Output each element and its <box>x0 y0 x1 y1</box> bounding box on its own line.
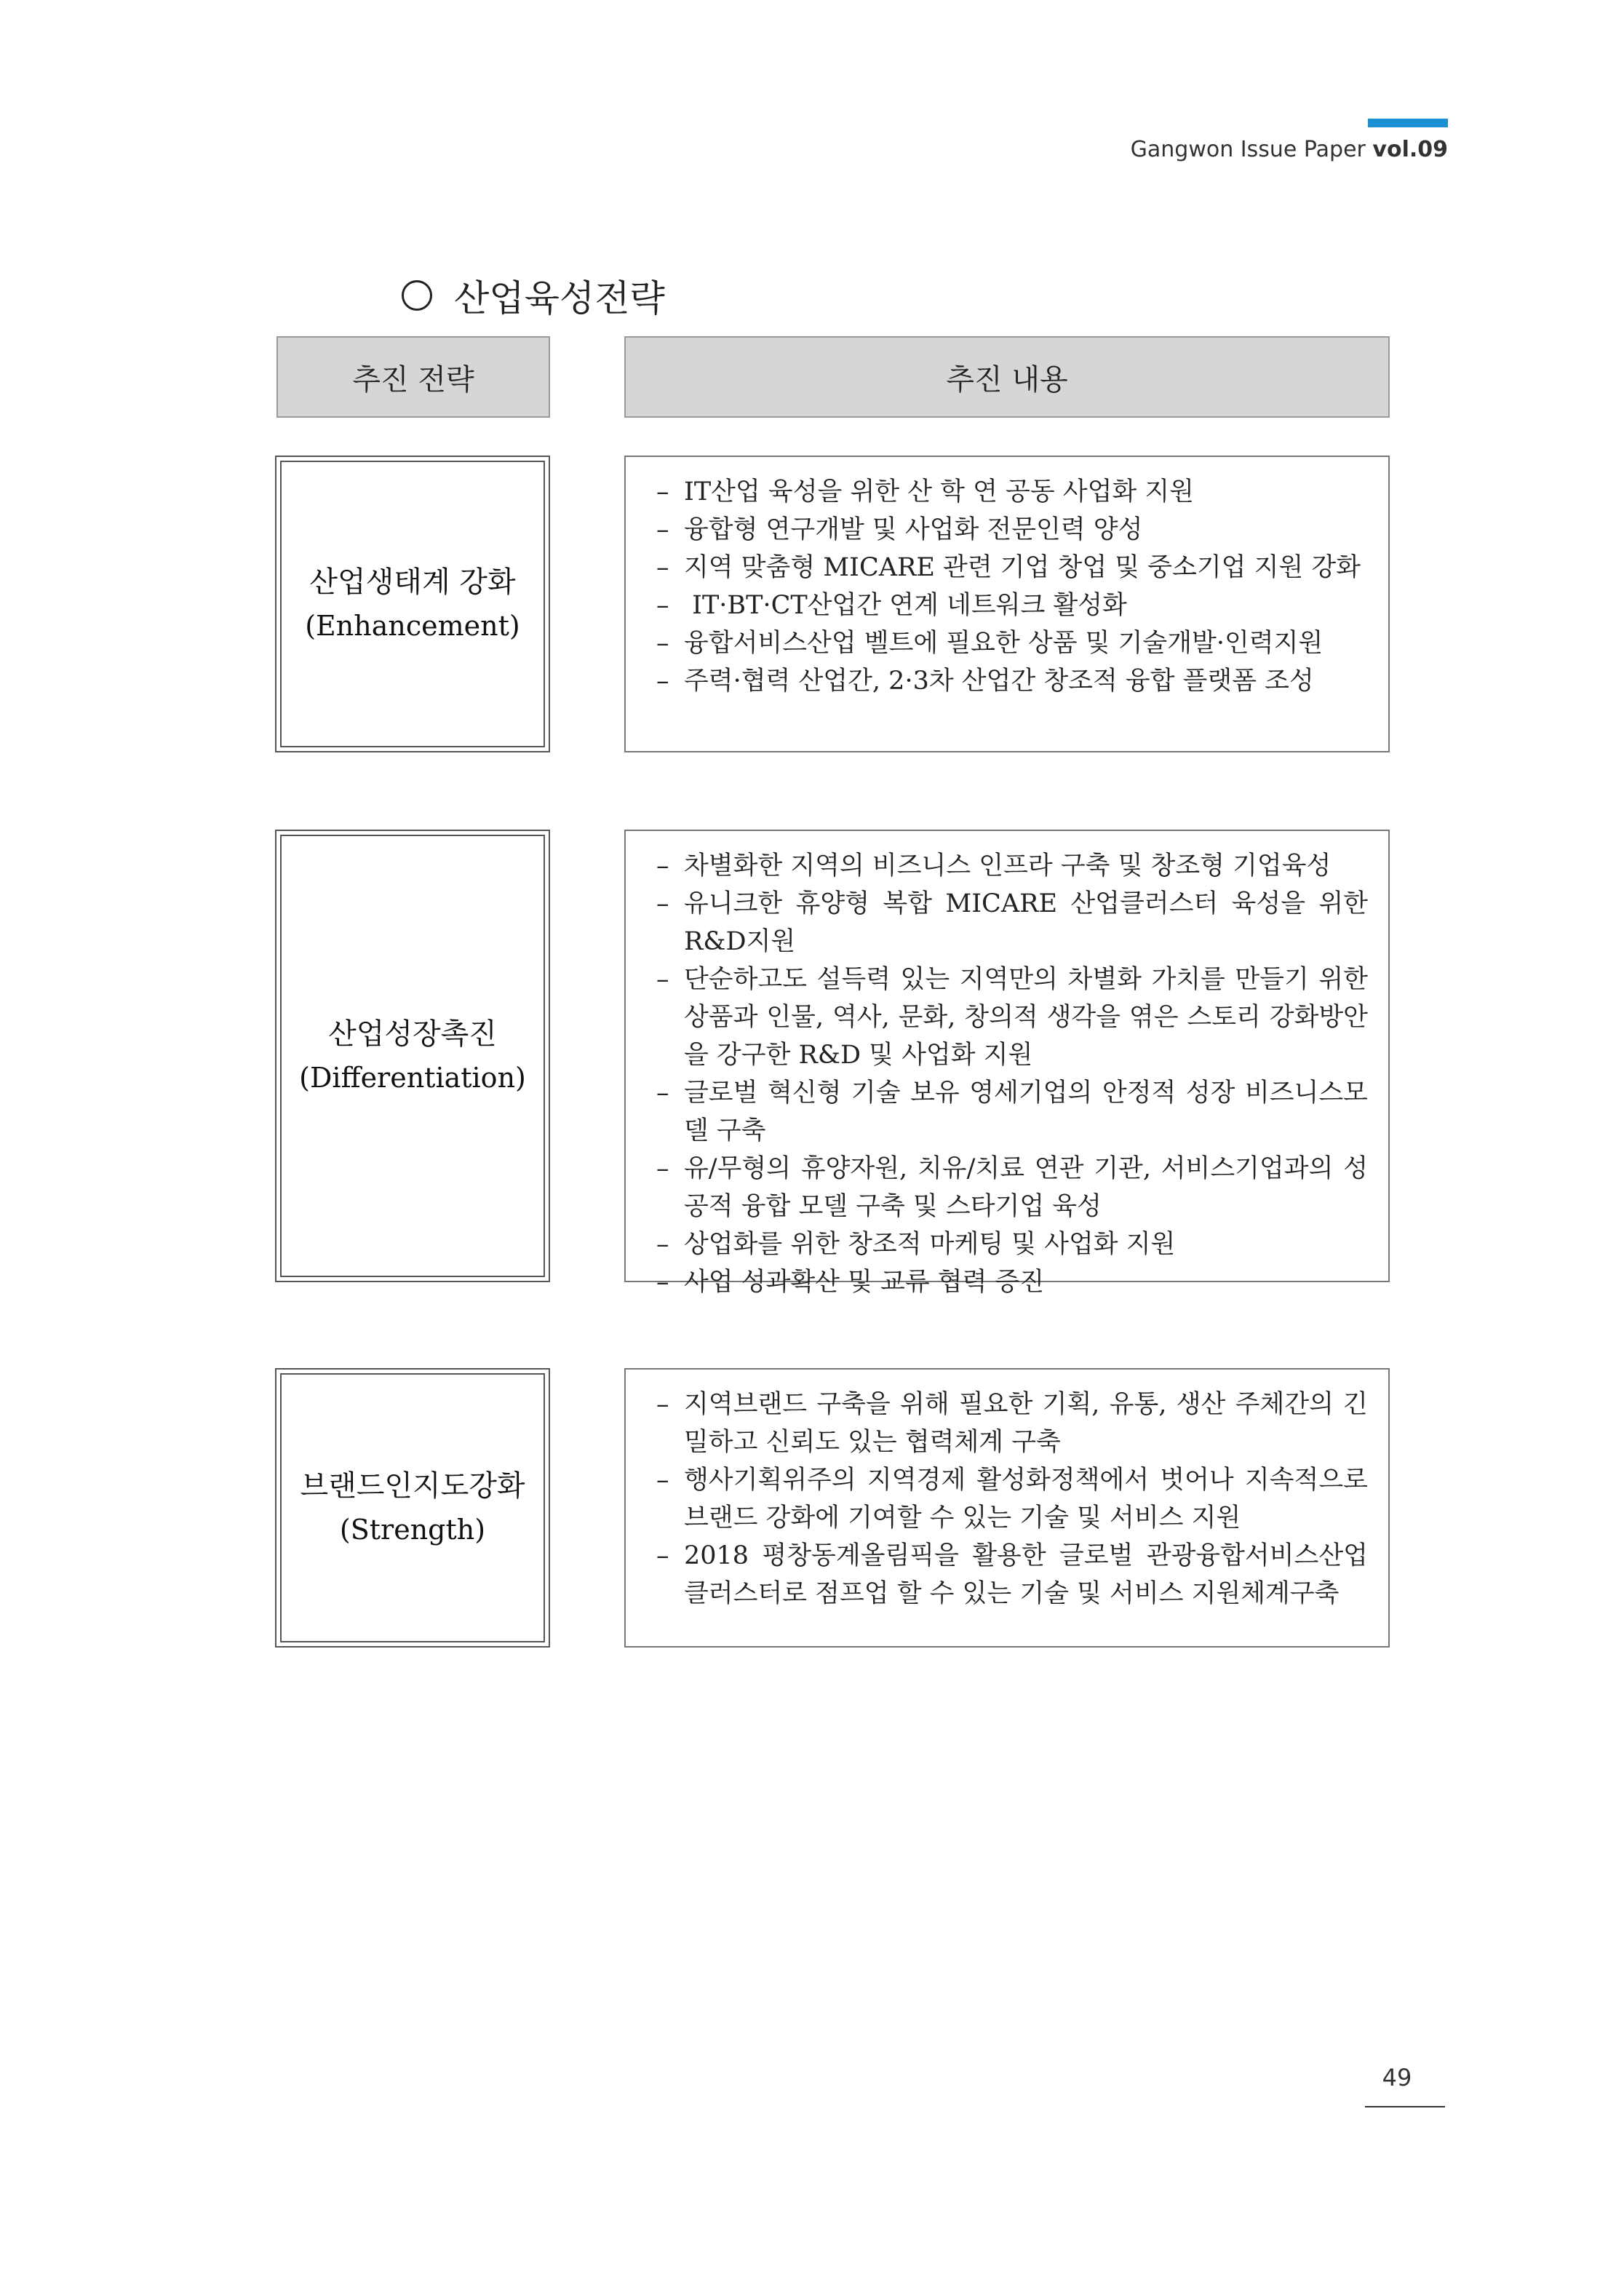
list-item: – 유/무형의 휴양자원, 치유/치료 연관 기관, 서비스기업과의 성공적 융합 모델 구축 및 스타기업 육성 <box>656 1154 1368 1221</box>
list-item: – 주력·협력 산업간, 2·3차 산업간 창조적 융합 플랫폼 조성 <box>656 667 1314 696</box>
list-item: – 행사기획위주의 지역경제 활성화정책에서 벗어나 지속적으로 브랜드 강화에 기여할 수 있는 기술 및 서비스 지원 <box>656 1466 1368 1533</box>
header-series: Gangwon Issue Paper <box>1130 137 1373 162</box>
content-list <box>656 1386 1368 1613</box>
content-list <box>656 847 1368 1301</box>
list-item: – IT·BT·CT산업간 연계 네트워크 활성화 <box>656 591 1127 620</box>
content-box-strength <box>624 1368 1390 1648</box>
section-title <box>402 269 665 322</box>
header-accent-bar <box>1368 119 1448 127</box>
list-item: – 융합서비스산업 벨트에 필요한 상품 및 기술개발·인력지원 <box>656 629 1324 658</box>
strategy-inner-frame <box>280 461 545 747</box>
page-number-rule <box>1365 2106 1445 2107</box>
strategy-box-enhancement <box>275 456 550 752</box>
column-header-strategy-label: 추진 전략 <box>352 362 474 397</box>
strategy-box-strength <box>275 1368 550 1648</box>
strategy-inner-frame <box>280 1373 545 1642</box>
list-item: – 단순하고도 설득력 있는 지역만의 차별화 가치를 만들기 위한 상품과 인물, 역사, 문화, 창의적 생각을 엮은 스토리 강화방안을 강구한 R&D 및 사업화 지원 <box>656 965 1368 1070</box>
column-header-content <box>624 336 1390 418</box>
column-header-content-label: 추진 내용 <box>946 362 1068 397</box>
list-item: – 상업화를 위한 창조적 마케팅 및 사업화 지원 <box>656 1230 1176 1259</box>
strategy-name: 산업성장촉진 <box>328 1017 497 1051</box>
column-header-strategy <box>276 336 550 418</box>
list-item: – 글로벌 혁신형 기술 보유 영세기업의 안정적 성장 비즈니스모델 구축 <box>656 1078 1368 1145</box>
strategy-name-en: (Differentiation) <box>299 1062 526 1094</box>
list-item: – IT산업 육성을 위한 산 학 연 공동 사업화 지원 <box>656 477 1194 506</box>
section-title-text: 산업육성전략 <box>454 277 665 319</box>
page-number: 49 <box>1382 2064 1412 2091</box>
list-item: – 지역브랜드 구축을 위해 필요한 기획, 유통, 생산 주체간의 긴밀하고 신뢰도 있는 협력체계 구축 <box>656 1390 1368 1457</box>
list-item: – 지역 맞춤형 MICARE 관련 기업 창업 및 중소기업 지원 강화 <box>656 553 1361 582</box>
content-box-differentiation <box>624 830 1390 1297</box>
strategy-name: 브랜드인지도강화 <box>300 1469 525 1503</box>
list-item: – 사업 성과확산 및 교류 협력 증진 <box>656 1268 1045 1297</box>
circle-bullet-icon <box>402 280 432 311</box>
list-item: – 2018 평창동계올림픽을 활용한 글로벌 관광융합서비스산업 클러스터로 점프업 할 수 있는 기술 및 서비스 지원체계구축 <box>656 1541 1368 1608</box>
content-list <box>656 473 1368 700</box>
content-box-enhancement <box>624 456 1390 752</box>
page-header <box>946 137 1448 162</box>
strategy-box-differentiation <box>275 830 550 1282</box>
header-volume: vol.09 <box>1372 137 1448 162</box>
list-item: – 융합형 연구개발 및 사업화 전문인력 양성 <box>656 515 1143 544</box>
strategy-name-en: (Enhancement) <box>305 610 520 642</box>
list-item: – 유니크한 휴양형 복합 MICARE 산업클러스터 육성을 위한 R&D지원 <box>656 889 1368 956</box>
strategy-name-en: (Strength) <box>339 1514 486 1546</box>
list-item: – 차별화한 지역의 비즈니스 인프라 구축 및 창조형 기업육성 <box>656 851 1332 881</box>
strategy-name: 산업생태계 강화 <box>309 565 516 599</box>
strategy-inner-frame <box>280 835 545 1277</box>
